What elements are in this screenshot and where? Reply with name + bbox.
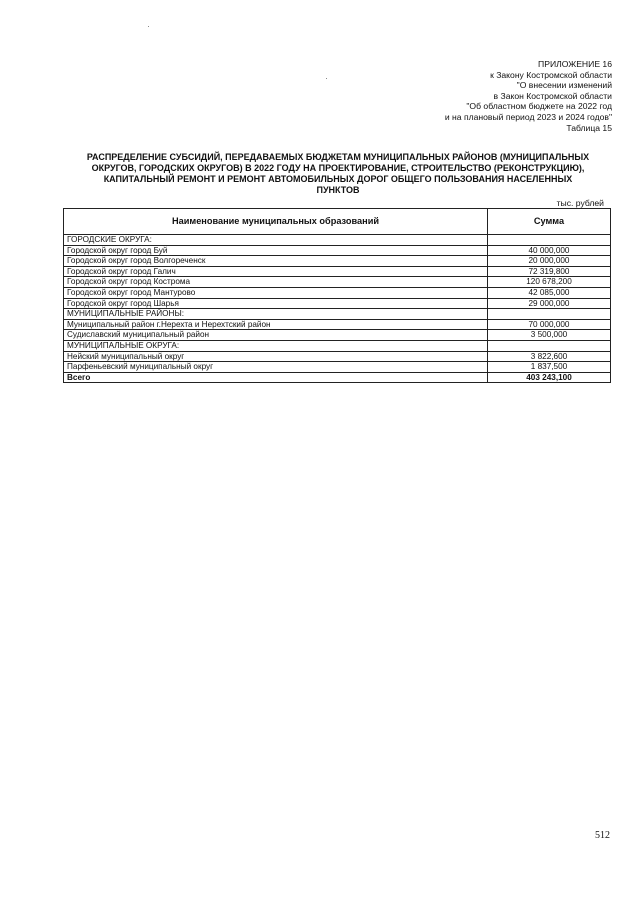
row-amount: 29 000,000 <box>488 298 611 309</box>
table-row <box>64 235 611 246</box>
table-row <box>64 277 611 288</box>
total-label: Всего <box>64 372 488 383</box>
row-name: Муниципальный район г.Нерехта и Нерехтский район <box>64 319 488 330</box>
row-amount: 1 837,500 <box>488 362 611 373</box>
table-row <box>64 340 611 351</box>
row-amount <box>488 340 611 351</box>
table-row <box>64 330 611 341</box>
row-amount: 42 085,000 <box>488 287 611 298</box>
table-body <box>64 235 611 383</box>
units-label: тыс. рублей <box>556 198 604 208</box>
table-row <box>64 287 611 298</box>
appendix-line: и на плановый период 2023 и 2024 годов" <box>444 111 612 122</box>
appendix-line: Таблица 15 <box>566 122 612 133</box>
row-amount: 40 000,000 <box>488 245 611 256</box>
table-total-row <box>64 372 611 383</box>
row-amount: 72 319,800 <box>488 266 611 277</box>
table-header-row <box>64 209 611 235</box>
row-name: ГОРОДСКИЕ ОКРУГА: <box>64 235 488 246</box>
row-name: Городской округ город Мантурово <box>64 287 488 298</box>
table-row <box>64 266 611 277</box>
table-row <box>64 351 611 362</box>
table-row <box>64 298 611 309</box>
row-amount: 3 500,000 <box>488 330 611 341</box>
appendix-line: "О внесении изменений <box>516 80 612 91</box>
row-amount: 70 000,000 <box>488 319 611 330</box>
column-header-name: Наименование муниципальных образований <box>64 209 488 235</box>
row-name: Судиславский муниципальный район <box>64 330 488 341</box>
page-number: 512 <box>595 830 610 841</box>
table-row <box>64 362 611 373</box>
row-amount: 120 678,200 <box>488 277 611 288</box>
appendix-line: в Закон Костромской области <box>493 90 612 101</box>
row-name: МУНИЦИПАЛЬНЫЕ ОКРУГА: <box>64 340 488 351</box>
row-name: Парфеньевский муниципальный округ <box>64 362 488 373</box>
table-row <box>64 245 611 256</box>
title-line: ПУНКТОВ <box>316 185 360 195</box>
appendix-line: "Об областном бюджете на 2022 год <box>466 101 612 112</box>
row-amount <box>488 309 611 320</box>
row-name: Городской округ город Шарья <box>64 298 488 309</box>
row-name: Городской округ город Волгореченск <box>64 256 488 267</box>
row-amount <box>488 235 611 246</box>
document-title <box>58 152 618 196</box>
column-header-amount: Сумма <box>488 209 611 235</box>
total-amount: 403 243,100 <box>488 372 611 383</box>
table-row <box>64 256 611 267</box>
appendix-line: ПРИЛОЖЕНИЕ 16 <box>538 59 612 69</box>
row-name: Нейский муниципальный округ <box>64 351 488 362</box>
row-name: Городской округ город Буй <box>64 245 488 256</box>
appendix-header <box>292 59 612 133</box>
row-name: Городской округ город Кострома <box>64 277 488 288</box>
table-row <box>64 319 611 330</box>
row-name: МУНИЦИПАЛЬНЫЕ РАЙОНЫ: <box>64 309 488 320</box>
appendix-line: к Закону Костромской области <box>490 69 612 80</box>
row-amount: 3 822,600 <box>488 351 611 362</box>
scan-speck <box>326 78 327 79</box>
title-line: КАПИТАЛЬНЫЙ РЕМОНТ И РЕМОНТ АВТОМОБИЛЬНЫХ ДОРОГ ОБЩЕГО ПОЛЬЗОВАНИЯ НАСЕЛЕННЫХ <box>103 174 573 184</box>
subsidies-table <box>63 208 611 383</box>
title-line: ОКРУГОВ, ГОРОДСКИХ ОКРУГОВ) В 2022 ГОДУ НА ПРОЕКТИРОВАНИЕ, СТРОИТЕЛЬСТВО (РЕКОНСТРУКЦИЮ), <box>91 163 585 173</box>
table-row <box>64 309 611 320</box>
scan-speck <box>148 26 149 27</box>
row-amount: 20 000,000 <box>488 256 611 267</box>
title-line: РАСПРЕДЕЛЕНИЕ СУБСИДИЙ, ПЕРЕДАВАЕМЫХ БЮДЖЕТАМ МУНИЦИПАЛЬНЫХ РАЙОНОВ (МУНИЦИПАЛЬНЫХ <box>86 152 590 162</box>
row-name: Городской округ город Галич <box>64 266 488 277</box>
